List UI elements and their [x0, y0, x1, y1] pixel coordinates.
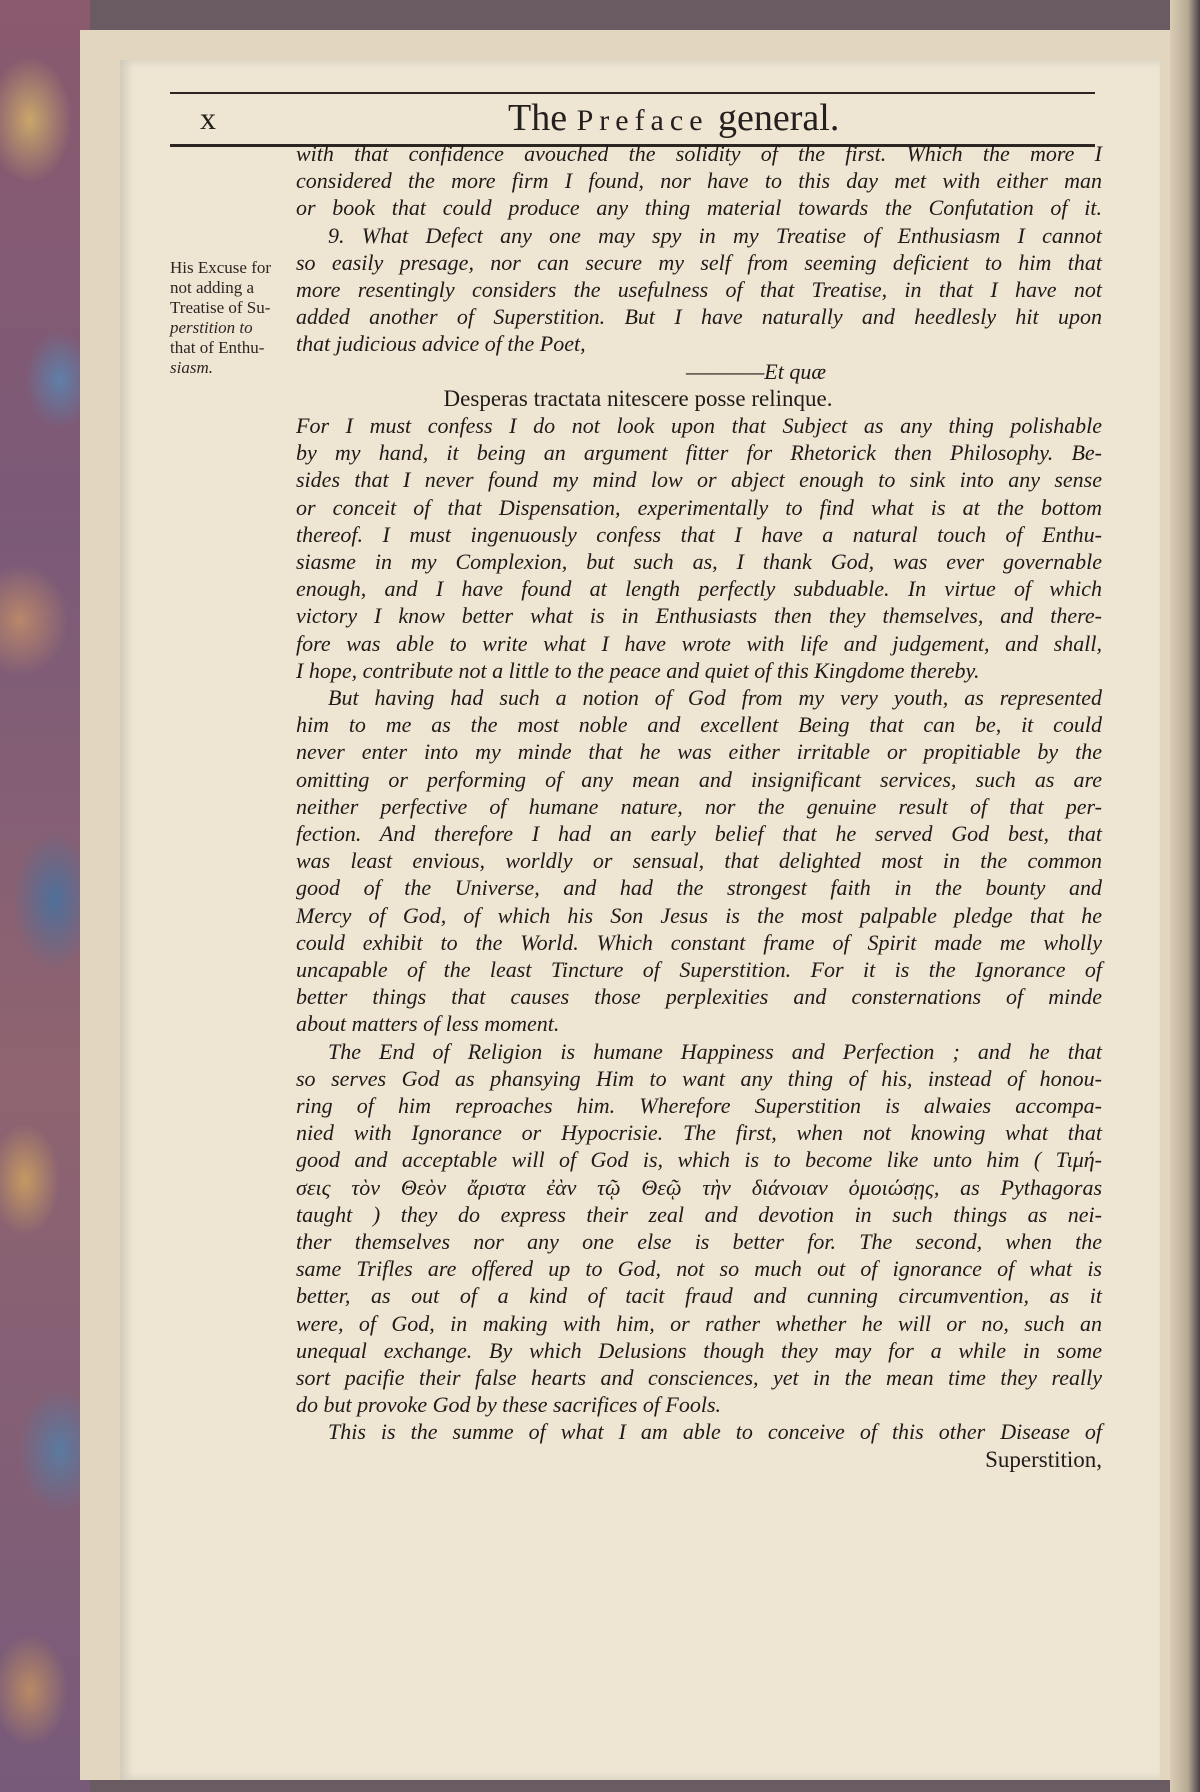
- text-line: omitting or performing of any mean and insignificant services, such as are: [296, 766, 1102, 792]
- text-line: Desperas tractata nitescere posse relinque.: [443, 385, 833, 411]
- margin-note-line: that of Enthu-: [170, 338, 265, 357]
- text-line: that judicious advice of the Poet,: [296, 331, 586, 357]
- text-line: or conceit of that Dispensation, experimentally to find what is at the bottom: [296, 494, 1102, 520]
- text-line: sides that I never found my mind low or abject enough to sink into any sense: [296, 467, 1102, 493]
- margin-note-line: not adding a: [170, 278, 255, 297]
- text-line: For I must confess I do not look upon that Subject as any thing polishable: [296, 413, 1102, 438]
- text-line: Superstition,: [985, 1446, 1102, 1472]
- text-line: good of the Universe, and had the strongest faith in the bounty and: [296, 875, 1102, 901]
- text-line: were, of God, in making with him, or rather whether he will or no, such an: [296, 1310, 1102, 1336]
- text-line: Mercy of God, of which his Son Jesus is the most palpable pledge that he: [296, 902, 1102, 928]
- text-line: taught ) they do express their zeal and devotion in such things as nei-: [296, 1201, 1102, 1227]
- text-line: ring of him reproaches him. Wherefore Superstition is alwaies accompa-: [296, 1093, 1102, 1118]
- text-line: σεις τὸν Θεὸν ἄριστα ἐὰν τῷ Θεῷ τὴν διάνοιαν ὁμοιώσῃς, as Pythagoras: [296, 1174, 1102, 1200]
- text-line: him to me as the most noble and excellent Being that can be, it could: [296, 712, 1102, 738]
- text-line: same Trifles are offered up to God, not so much out of ignorance of what is: [296, 1256, 1102, 1282]
- margin-note-line: Treatise of Su-: [170, 298, 271, 317]
- text-line: This is the summe of what I am able to conceive of this other Disease of: [328, 1419, 1102, 1445]
- text-line: was least envious, worldly or sensual, that delighted most in the common: [296, 848, 1102, 874]
- text-line: fore was able to write what I have wrote with life and judgement, and shall,: [296, 630, 1102, 656]
- text-line: about matters of less moment.: [296, 1011, 560, 1037]
- text-line: enough, and I have found at length perfectly subduable. In virtue of which: [296, 576, 1102, 602]
- margin-note-line: His Excuse for: [170, 258, 272, 277]
- text-line: could exhibit to the World. Which constant frame of Spirit made me wholly: [296, 929, 1102, 955]
- text-line: 9. What Defect any one may spy in my Treatise of Enthusiasm I cannot: [328, 222, 1102, 248]
- text-line: nied with Ignorance or Hypocrisie. The first, when not knowing what that: [296, 1120, 1102, 1146]
- text-line: or book that could produce any thing material towards the Confutation of it.: [296, 195, 1102, 221]
- page-number: x: [200, 100, 216, 136]
- text-line: good and acceptable will of God is, which is to become like unto him ( Τιμή-: [296, 1147, 1102, 1173]
- text-line: fection. And therefore I had an early belief that he served God best, that: [296, 821, 1102, 846]
- text-line: by my hand, it being an argument fitter for Rhetorick then Philosophy. Be-: [296, 440, 1102, 466]
- text-line: The End of Religion is humane Happiness and Perfection ; and he that: [328, 1038, 1102, 1064]
- text-line: better, as out of a kind of tacit fraud and cunning circumvention, as it: [296, 1283, 1102, 1309]
- text-line: more resentingly considers the usefulness of that Treatise, in that I have not: [296, 277, 1102, 302]
- margin-note-line: siasm.: [170, 358, 213, 377]
- text-line: neither perfective of humane nature, nor the genuine result of that per-: [296, 793, 1102, 819]
- text-line: But having had such a notion of God from my very youth, as represented: [328, 685, 1102, 710]
- text-line: never enter into my minde that he was either irritable or propitiable by the: [296, 739, 1102, 765]
- text-line: victory I know better what is in Enthusiasts then they themselves, and there-: [296, 603, 1102, 629]
- text-line: better things that causes those perplexities and consternations of minde: [296, 984, 1102, 1010]
- text-line: so serves God as phansying Him to want any thing of his, instead of honou-: [296, 1065, 1102, 1091]
- text-line: siasme in my Complexion, but such as, I thank God, was ever governable: [296, 549, 1102, 574]
- text-line: so easily presage, nor can secure my self from seeming deficient to him that: [296, 249, 1102, 275]
- running-head-after: general.: [708, 97, 840, 139]
- text-line: do but provoke God by these sacrifices of Fools.: [296, 1392, 722, 1418]
- running-head-caps: Preface: [576, 104, 709, 137]
- running-head-before: The: [508, 97, 577, 139]
- text-line: thereof. I must ingenuously confess that I have a natural touch of Enthu-: [296, 521, 1102, 547]
- text-line: ————Et quæ: [686, 358, 826, 384]
- text-line: added another of Superstition. But I have naturally and heedlesly hit upon: [296, 304, 1102, 330]
- text-line: ther themselves nor any one else is better for. The second, when the: [296, 1229, 1102, 1254]
- margin-note-line: perstition to: [170, 318, 253, 337]
- text-line: I hope, contribute not a little to the peace and quiet of this Kingdome thereby.: [296, 657, 980, 683]
- text-line: sort pacifie their false hearts and consciences, yet in the mean time they really: [296, 1365, 1102, 1390]
- text-line: considered the more firm I found, nor have to this day met with either man: [296, 168, 1102, 194]
- text-line: with that confidence avouched the solidity of the first. Which the more I: [296, 141, 1102, 166]
- text-line: uncapable of the least Tincture of Superstition. For it is the Ignorance of: [296, 957, 1102, 982]
- text-line: unequal exchange. By which Delusions though they may for a while in some: [296, 1337, 1102, 1363]
